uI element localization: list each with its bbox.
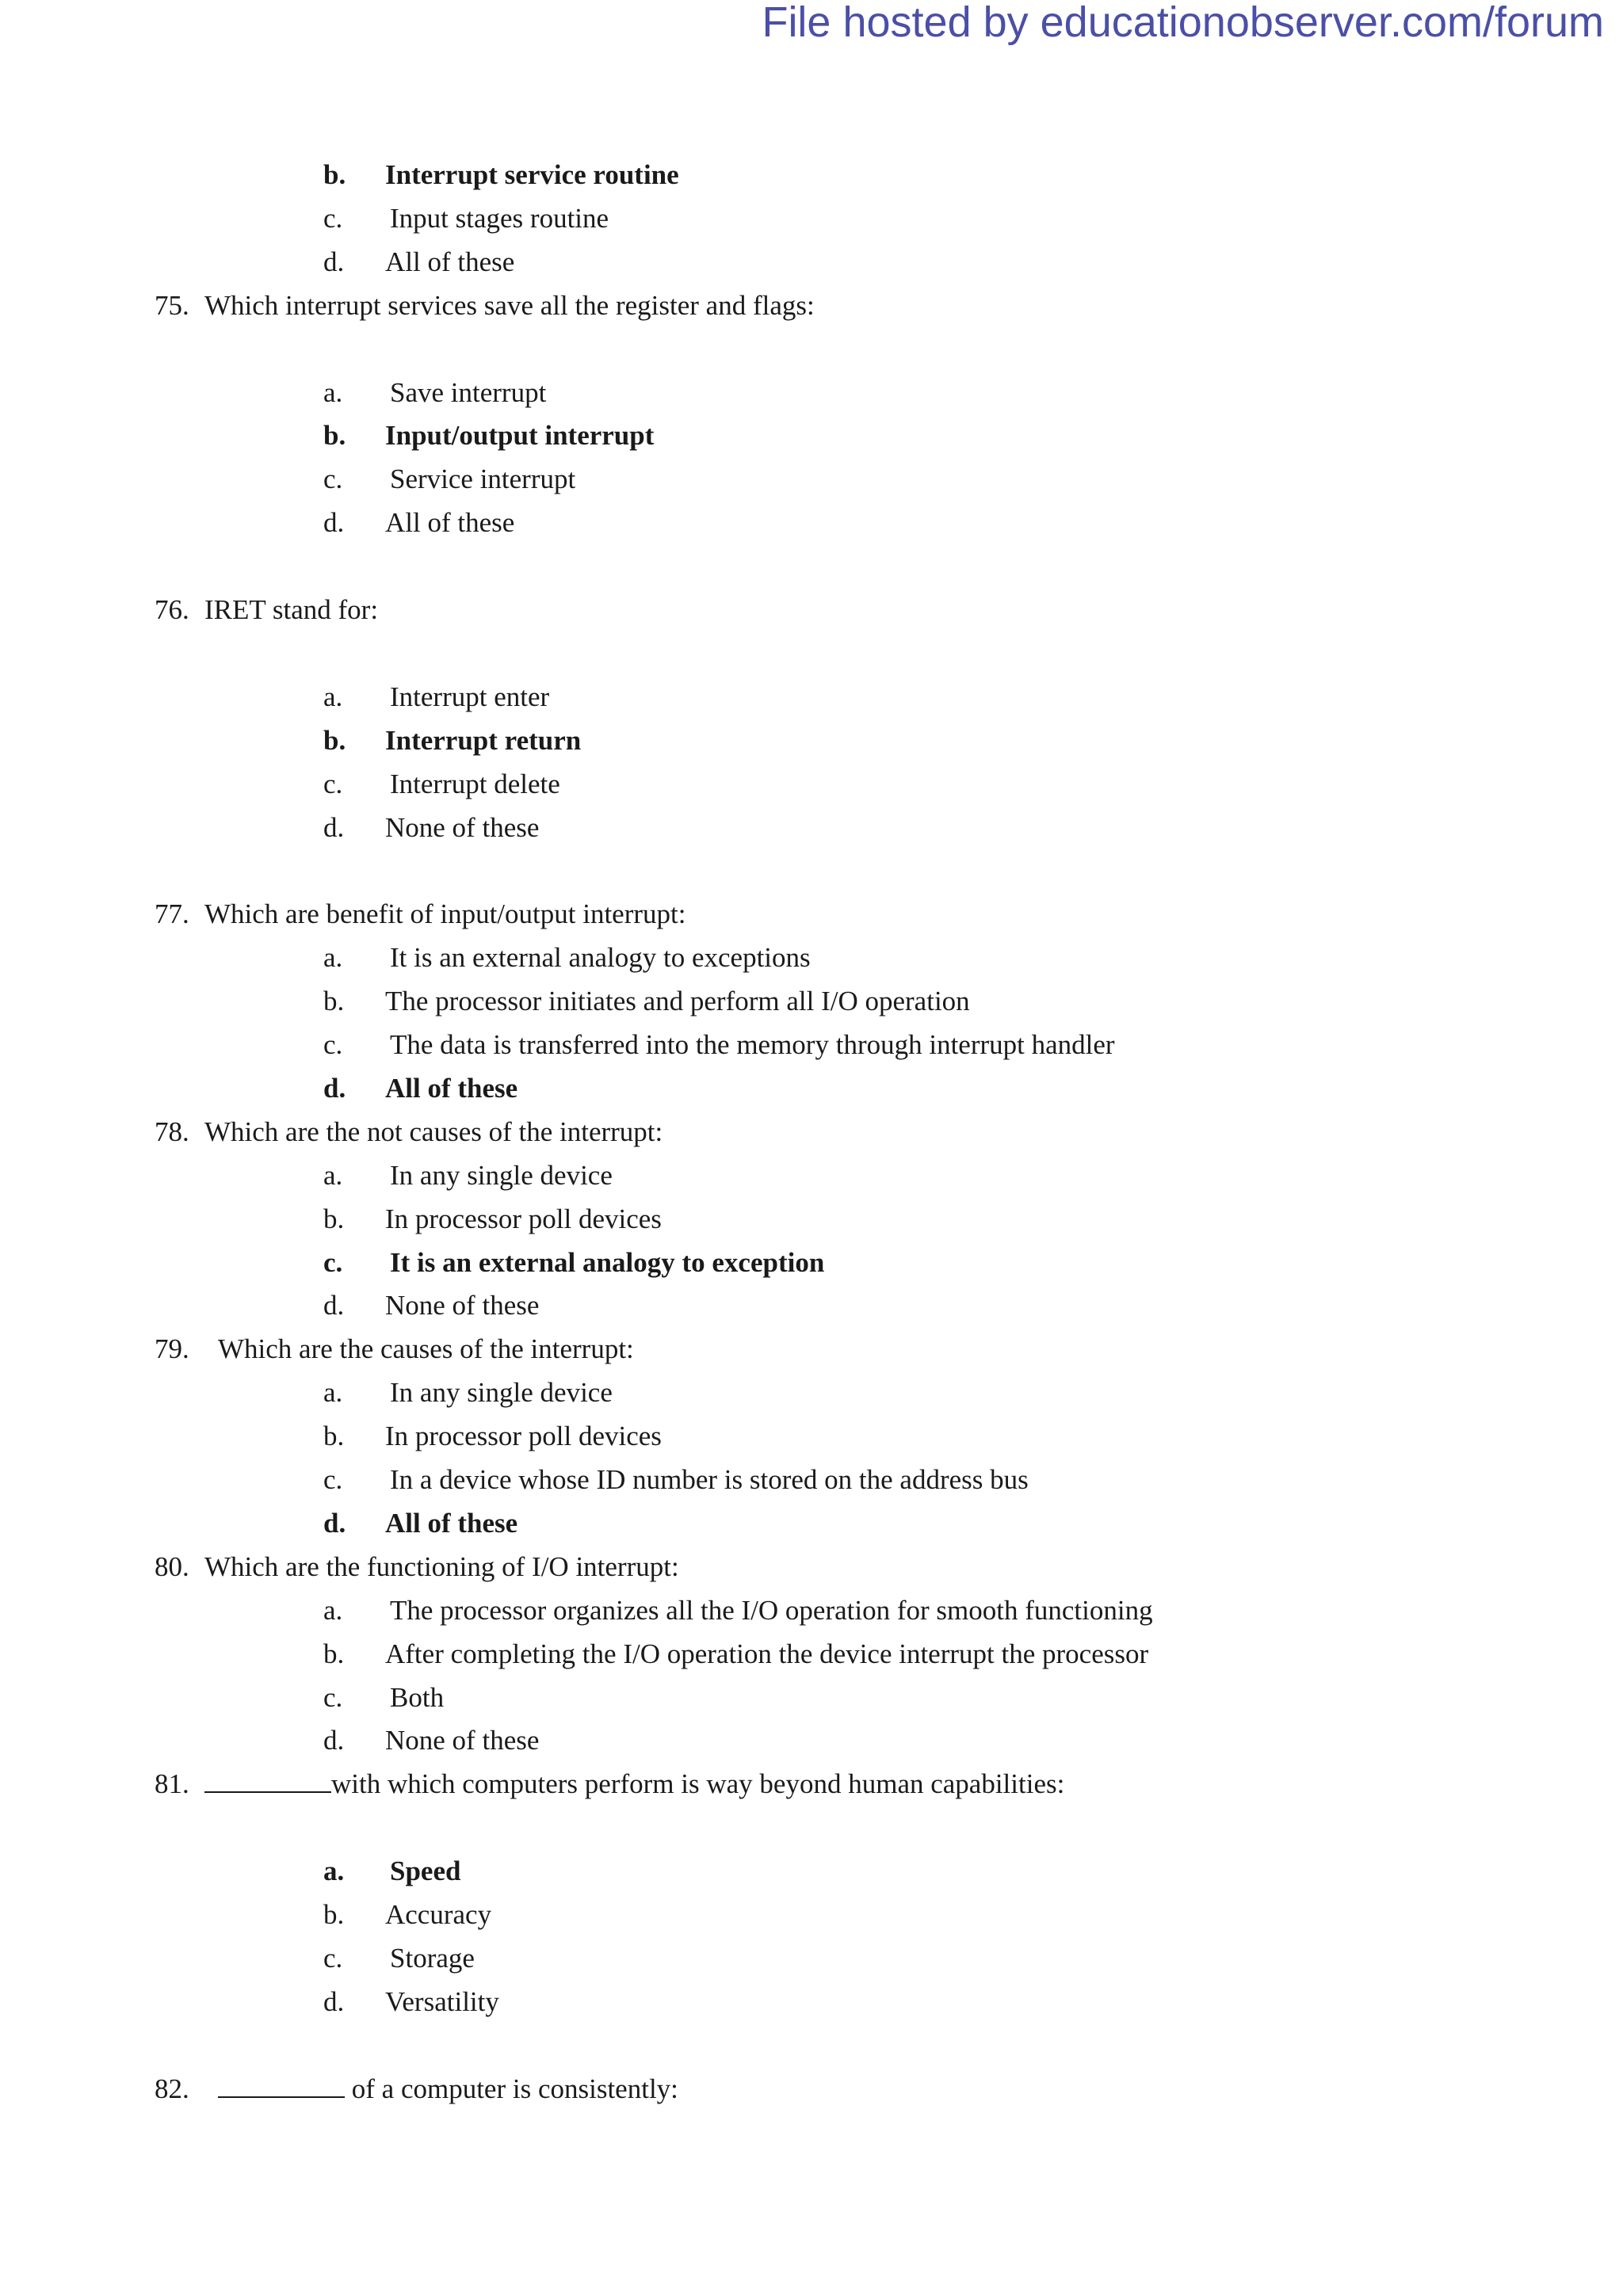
answer-option (0, 1589, 1623, 1632)
option-letter: d. (323, 507, 345, 539)
option-letter: c. (323, 1246, 343, 1278)
answer-option (0, 240, 1623, 284)
answer-option (0, 153, 1623, 196)
question (0, 1110, 1623, 1154)
question (0, 284, 1623, 327)
answer-option (0, 1458, 1623, 1501)
option-text: Interrupt return (385, 724, 582, 756)
answer-option (0, 806, 1623, 849)
option-letter: c. (323, 463, 343, 495)
question (0, 588, 1623, 631)
option-text: In processor poll devices (385, 1203, 662, 1234)
option-letter: b. (323, 1421, 345, 1452)
question-text: Which are benefit of input/output interrupt: (204, 898, 686, 930)
option-letter: b. (323, 1203, 345, 1234)
option-text: All of these (385, 507, 515, 539)
option-letter: b. (323, 1638, 345, 1669)
answer-option (0, 1197, 1623, 1241)
answer-option (0, 1849, 1623, 1893)
question-text: with which computers perform is way beyond human capabilities: (204, 1762, 1064, 1806)
option-text: In any single device (390, 1377, 613, 1409)
option-text: In a device whose ID number is stored on the address bus (390, 1464, 1029, 1495)
question (0, 2067, 1623, 2111)
option-letter: d. (323, 1290, 345, 1322)
answer-option (0, 979, 1623, 1023)
answer-option (0, 1936, 1623, 1980)
option-letter: c. (323, 202, 343, 234)
answer-option (0, 196, 1623, 240)
option-letter: a. (323, 1855, 345, 1887)
answer-option (0, 1632, 1623, 1676)
answer-option (0, 1241, 1623, 1284)
option-text: Speed (390, 1855, 461, 1887)
option-text: After completing the I/O operation the device interrupt the processor (385, 1638, 1149, 1669)
option-letter: b. (323, 420, 346, 452)
question (0, 1327, 1623, 1371)
question-number: 81. (155, 1768, 189, 1800)
answer-option (0, 501, 1623, 544)
question-number: 82. (155, 2073, 189, 2104)
answer-option (0, 1980, 1623, 2023)
option-letter: d. (323, 811, 345, 843)
option-text: None of these (385, 1290, 540, 1322)
option-letter: d. (323, 246, 345, 277)
option-letter: d. (323, 1725, 345, 1756)
answer-option (0, 936, 1623, 979)
option-letter: b. (323, 724, 346, 756)
question (0, 1762, 1623, 1806)
option-text: Interrupt enter (390, 681, 550, 712)
question-text: Which interrupt services save all the register and flags: (204, 289, 815, 321)
option-letter: d. (323, 1507, 346, 1539)
answer-option (0, 371, 1623, 414)
question-text: IRET stand for: (204, 594, 379, 625)
option-letter: a. (323, 1159, 343, 1191)
option-text: It is an external analogy to exception (390, 1246, 825, 1278)
option-text: Service interrupt (390, 463, 576, 495)
option-letter: a. (323, 376, 343, 408)
question (0, 892, 1623, 936)
question-number: 78. (155, 1116, 189, 1147)
answer-option (0, 414, 1623, 457)
answer-option (0, 1371, 1623, 1414)
option-text: In processor poll devices (385, 1421, 662, 1452)
option-text: The processor organizes all the I/O operation for smooth functioning (390, 1594, 1153, 1626)
option-text: Accuracy (385, 1899, 492, 1930)
option-text: The processor initiates and perform all I/O operation (385, 986, 970, 1017)
option-text: All of these (385, 1507, 518, 1539)
option-text: Versatility (385, 1985, 499, 2017)
option-letter: a. (323, 1377, 343, 1409)
watermark: File hosted by educationobserver.com/forum (762, 0, 1604, 46)
answer-option (0, 1023, 1623, 1066)
option-text: All of these (385, 246, 515, 277)
question-text: of a computer is consistently: (218, 2067, 678, 2111)
option-letter: a. (323, 681, 343, 712)
option-text: Interrupt delete (390, 768, 560, 799)
answer-option (0, 1154, 1623, 1197)
answer-option (0, 1283, 1623, 1327)
option-letter: c. (323, 1029, 343, 1060)
option-letter: c. (323, 1681, 343, 1713)
question-text: Which are the not causes of the interrupt: (204, 1116, 663, 1147)
answer-option (0, 1718, 1623, 1762)
option-text: Save interrupt (390, 376, 547, 408)
option-letter: a. (323, 942, 343, 974)
option-text: Input stages routine (390, 202, 609, 234)
option-text: Both (390, 1681, 445, 1713)
option-text: Input/output interrupt (385, 420, 655, 452)
answer-option (0, 1676, 1623, 1719)
option-letter: b. (323, 1899, 345, 1930)
question-number: 75. (155, 289, 189, 321)
answer-option (0, 719, 1623, 762)
option-letter: c. (323, 768, 343, 799)
question-number: 79. (155, 1333, 189, 1365)
option-letter: b. (323, 159, 346, 190)
question-number: 77. (155, 898, 189, 930)
answer-option (0, 1893, 1623, 1936)
question-number: 80. (155, 1550, 189, 1582)
option-letter: d. (323, 1985, 345, 2017)
option-text: None of these (385, 1725, 540, 1756)
question (0, 1545, 1623, 1589)
fill-in-blank (218, 2073, 345, 2098)
option-text: The data is transferred into the memory through interrupt handler (390, 1029, 1115, 1060)
fill-in-blank (204, 1768, 331, 1793)
answer-option (0, 1501, 1623, 1545)
option-text: None of these (385, 811, 540, 843)
option-letter: c. (323, 1942, 343, 1974)
answer-option (0, 457, 1623, 501)
option-text: In any single device (390, 1159, 613, 1191)
option-letter: b. (323, 986, 345, 1017)
option-text: All of these (385, 1072, 518, 1104)
question-text: Which are the causes of the interrupt: (218, 1333, 634, 1365)
option-letter: a. (323, 1594, 343, 1626)
question-text: Which are the functioning of I/O interrupt: (204, 1550, 679, 1582)
question-number: 76. (155, 594, 189, 625)
option-text: It is an external analogy to exceptions (390, 942, 811, 974)
option-text: Storage (390, 1942, 475, 1974)
option-letter: d. (323, 1072, 346, 1104)
answer-option (0, 1066, 1623, 1110)
option-text: Interrupt service routine (385, 159, 679, 190)
answer-option (0, 675, 1623, 719)
option-letter: c. (323, 1464, 343, 1495)
answer-option (0, 1414, 1623, 1458)
answer-option (0, 762, 1623, 806)
